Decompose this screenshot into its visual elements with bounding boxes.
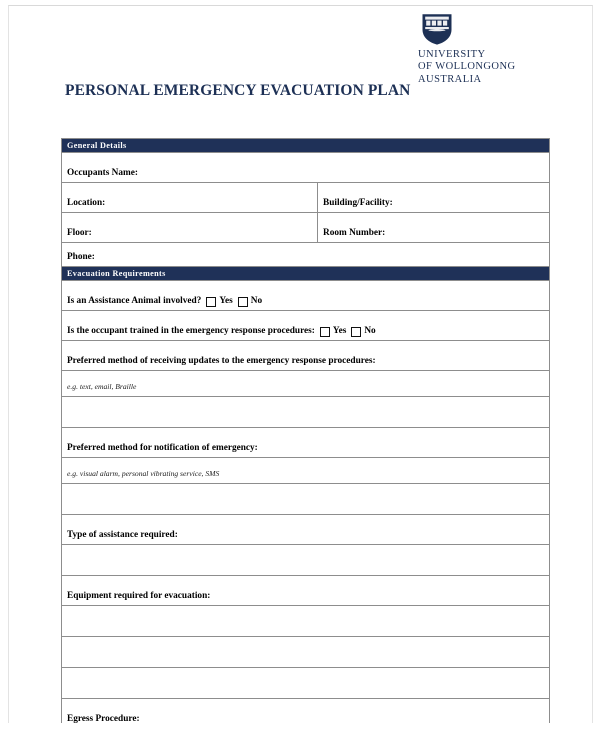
table-row-preferred-updates-label bbox=[62, 341, 550, 371]
field-label-room-number: Room Number: bbox=[323, 228, 386, 238]
table-row-location bbox=[62, 183, 550, 213]
uow-shield-icon bbox=[420, 12, 454, 46]
checkbox-trained-yes[interactable] bbox=[320, 327, 330, 337]
section-header-general-details-label: General Details bbox=[67, 141, 127, 150]
prompt-label-type-of-assistance: Type of assistance required: bbox=[67, 530, 178, 540]
table-row-type-of-assistance-label bbox=[62, 515, 550, 545]
university-name-line-2: OF WOLLONGONG bbox=[418, 61, 516, 73]
field-label-building-facility: Building/Facility: bbox=[323, 198, 393, 208]
table-row-preferred-updates-hint[interactable] bbox=[62, 371, 550, 397]
question-label-trained: Is the occupant trained in the emergency response procedures: bbox=[67, 326, 315, 336]
field-label-phone: Phone: bbox=[67, 252, 95, 262]
checkbox-label-trained-yes: Yes bbox=[332, 326, 347, 336]
checkbox-label-trained-no: No bbox=[364, 326, 376, 336]
table-row-equipment-required-blank-1[interactable] bbox=[62, 606, 550, 637]
section-header-general-details bbox=[62, 139, 550, 153]
table-row-equipment-required-label bbox=[62, 576, 550, 606]
document-page bbox=[8, 5, 593, 723]
letterhead bbox=[418, 12, 550, 86]
answer-area-equipment-required-2[interactable] bbox=[62, 653, 549, 667]
table-row-equipment-required-blank-3[interactable] bbox=[62, 668, 550, 699]
checkbox-label-assistance-animal-yes: Yes bbox=[219, 296, 233, 306]
table-row-type-of-assistance-blank[interactable] bbox=[62, 545, 550, 576]
prompt-label-preferred-notification: Preferred method for notification of emergency: bbox=[67, 443, 258, 453]
checkbox-assistance-animal-no[interactable] bbox=[238, 297, 248, 307]
university-name bbox=[418, 49, 550, 86]
field-label-floor: Floor: bbox=[67, 228, 92, 238]
prompt-label-preferred-updates: Preferred method of receiving updates to the emergency response procedures: bbox=[67, 356, 376, 366]
checkbox-label-assistance-animal-no: No bbox=[250, 296, 263, 306]
hint-preferred-updates: e.g. text, email, Braille bbox=[67, 382, 137, 391]
university-name-line-3: AUSTRALIA bbox=[418, 73, 482, 85]
section-header-evacuation-requirements bbox=[62, 267, 550, 281]
answer-area-preferred-notification[interactable] bbox=[62, 500, 549, 514]
field-label-location: Location: bbox=[67, 198, 106, 208]
prompt-label-equipment-required: Equipment required for evacuation: bbox=[67, 591, 211, 601]
table-row-equipment-required-blank-2[interactable] bbox=[62, 637, 550, 668]
section-header-evacuation-requirements-label: Evacuation Requirements bbox=[67, 269, 166, 278]
question-label-assistance-animal: Is an Assistance Animal involved? bbox=[67, 296, 202, 306]
university-name-line-1: UNIVERSITY bbox=[418, 49, 486, 60]
peep-form-table bbox=[61, 138, 550, 723]
page-title: PERSONAL EMERGENCY EVACUATION PLAN bbox=[65, 82, 411, 99]
prompt-label-egress-procedure: Egress Procedure: bbox=[67, 714, 140, 723]
table-row-preferred-notification-label bbox=[62, 428, 550, 458]
answer-area-preferred-updates[interactable] bbox=[62, 413, 549, 427]
table-row-floor bbox=[62, 213, 550, 243]
table-row-preferred-updates-blank[interactable] bbox=[62, 397, 550, 428]
checkbox-trained-no[interactable] bbox=[351, 327, 361, 337]
table-row-trained bbox=[62, 311, 550, 341]
answer-area-equipment-required-3[interactable] bbox=[62, 684, 549, 698]
table-row-assistance-animal bbox=[62, 281, 550, 311]
table-row-preferred-notification-blank[interactable] bbox=[62, 484, 550, 515]
answer-area-type-of-assistance[interactable] bbox=[62, 561, 549, 575]
hint-preferred-notification: e.g. visual alarm, personal vibrating service, SMS bbox=[67, 469, 220, 478]
table-row-preferred-notification-hint[interactable] bbox=[62, 458, 550, 484]
table-row-occupants-name bbox=[62, 153, 550, 183]
answer-area-equipment-required-1[interactable] bbox=[62, 622, 549, 636]
table-row-phone bbox=[62, 243, 550, 267]
table-row-egress-procedure-label bbox=[62, 699, 550, 724]
field-label-occupants-name: Occupants Name: bbox=[67, 168, 139, 178]
checkbox-assistance-animal-yes[interactable] bbox=[206, 297, 216, 307]
